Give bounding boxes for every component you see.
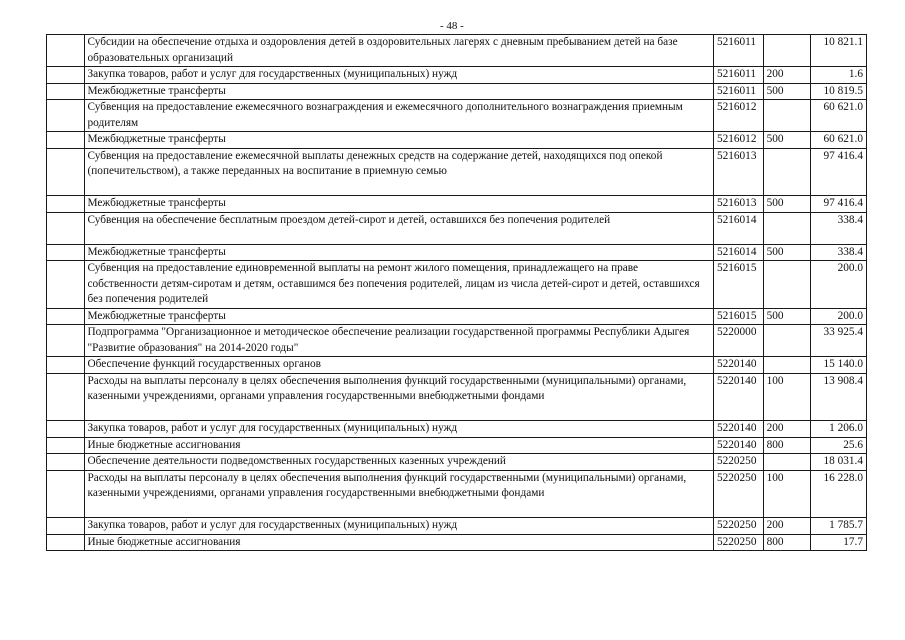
table-row — [47, 67, 867, 84]
table-row — [47, 373, 867, 421]
amount-cell: 18 031.4 — [811, 454, 867, 471]
target-code-cell: 5220140 — [713, 373, 763, 421]
amount-cell: 1 206.0 — [811, 421, 867, 438]
amount-cell: 33 925.4 — [811, 325, 867, 357]
table-row — [47, 132, 867, 149]
expense-type-cell: 200 — [763, 421, 811, 438]
table-row — [47, 83, 867, 100]
budget-table — [46, 34, 867, 551]
table-row — [47, 421, 867, 438]
amount-cell: 10 821.1 — [811, 35, 867, 67]
expense-type-cell: 500 — [763, 132, 811, 149]
target-code-cell: 5216011 — [713, 35, 763, 67]
expense-type-cell: 500 — [763, 196, 811, 213]
target-code-cell: 5220140 — [713, 437, 763, 454]
expense-name-cell: Субвенция на предоставление единовременной выплаты на ремонт жилого помещения, принадлежащего на праве собственности детям-сиротам и детям, оставшимся без попечения родителей, лицам из числа детей-сирот и детей, оставшихся без попечения родителей — [84, 261, 713, 309]
expense-type-cell: 500 — [763, 308, 811, 325]
table-row — [47, 308, 867, 325]
expense-name-cell: Межбюджетные трансферты — [84, 196, 713, 213]
expense-name-cell: Обеспечение функций государственных органов — [84, 357, 713, 374]
table-row — [47, 35, 867, 67]
expense-name-cell: Межбюджетные трансферты — [84, 83, 713, 100]
amount-cell: 1 785.7 — [811, 518, 867, 535]
expense-type-cell — [763, 261, 811, 309]
expense-name-cell: Подпрограмма "Организационное и методическое обеспечение реализации государственной программы Республики Адыгея "Развитие образования" на 2014-2020 годы" — [84, 325, 713, 357]
expense-type-cell: 800 — [763, 437, 811, 454]
row-indent-cell — [47, 35, 85, 67]
table-row — [47, 212, 867, 244]
expense-type-cell: 500 — [763, 83, 811, 100]
row-indent-cell — [47, 67, 85, 84]
table-row — [47, 518, 867, 535]
expense-type-cell — [763, 357, 811, 374]
row-indent-cell — [47, 83, 85, 100]
expense-type-cell — [763, 35, 811, 67]
amount-cell: 25.6 — [811, 437, 867, 454]
amount-cell: 17.7 — [811, 534, 867, 551]
row-indent-cell — [47, 518, 85, 535]
expense-type-cell — [763, 100, 811, 132]
expense-type-cell: 100 — [763, 373, 811, 421]
amount-cell: 200.0 — [811, 261, 867, 309]
expense-type-cell — [763, 325, 811, 357]
row-indent-cell — [47, 100, 85, 132]
expense-type-cell: 800 — [763, 534, 811, 551]
table-row — [47, 470, 867, 518]
expense-type-cell — [763, 212, 811, 244]
table-row — [47, 148, 867, 196]
amount-cell: 16 228.0 — [811, 470, 867, 518]
table-row — [47, 454, 867, 471]
target-code-cell: 5220250 — [713, 454, 763, 471]
expense-name-cell: Иные бюджетные ассигнования — [84, 437, 713, 454]
expense-name-cell: Межбюджетные трансферты — [84, 308, 713, 325]
expense-name-cell: Расходы на выплаты персоналу в целях обеспечения выполнения функций государственными (муниципальными) органами, казенными учреждениями, органами управления государственными внебюджетными фондами — [84, 470, 713, 518]
amount-cell: 60 621.0 — [811, 132, 867, 149]
expense-type-cell: 100 — [763, 470, 811, 518]
table-row — [47, 100, 867, 132]
budget-table-body — [47, 35, 867, 551]
expense-name-cell: Закупка товаров, работ и услуг для государственных (муниципальных) нужд — [84, 421, 713, 438]
row-indent-cell — [47, 421, 85, 438]
target-code-cell: 5216012 — [713, 100, 763, 132]
expense-name-cell: Субвенция на предоставление ежемесячного вознаграждения и ежемесячного дополнительного вознаграждения приемным родителям — [84, 100, 713, 132]
expense-name-cell: Межбюджетные трансферты — [84, 244, 713, 261]
row-indent-cell — [47, 244, 85, 261]
row-indent-cell — [47, 373, 85, 421]
expense-name-cell: Субвенция на предоставление ежемесячной выплаты денежных средств на содержание детей, находящихся под опекой (попечительством), а также переданных на воспитание в приемную семью — [84, 148, 713, 196]
row-indent-cell — [47, 454, 85, 471]
row-indent-cell — [47, 196, 85, 213]
target-code-cell: 5220250 — [713, 470, 763, 518]
table-row — [47, 357, 867, 374]
amount-cell: 97 416.4 — [811, 148, 867, 196]
expense-type-cell — [763, 148, 811, 196]
amount-cell: 1.6 — [811, 67, 867, 84]
amount-cell: 60 621.0 — [811, 100, 867, 132]
target-code-cell: 5216013 — [713, 148, 763, 196]
amount-cell: 200.0 — [811, 308, 867, 325]
target-code-cell: 5216011 — [713, 67, 763, 84]
expense-name-cell: Обеспечение деятельности подведомственных государственных казенных учреждений — [84, 454, 713, 471]
row-indent-cell — [47, 148, 85, 196]
target-code-cell: 5220140 — [713, 421, 763, 438]
target-code-cell: 5220140 — [713, 357, 763, 374]
expense-name-cell: Субсидии на обеспечение отдыха и оздоровления детей в оздоровительных лагерях с дневным пребыванием детей на базе образовательных организаций — [84, 35, 713, 67]
target-code-cell: 5216015 — [713, 308, 763, 325]
target-code-cell: 5216013 — [713, 196, 763, 213]
target-code-cell: 5220250 — [713, 534, 763, 551]
row-indent-cell — [47, 261, 85, 309]
row-indent-cell — [47, 212, 85, 244]
expense-name-cell: Субвенция на обеспечение бесплатным проездом детей-сирот и детей, оставшихся без попечения родителей — [84, 212, 713, 244]
expense-name-cell: Закупка товаров, работ и услуг для государственных (муниципальных) нужд — [84, 67, 713, 84]
row-indent-cell — [47, 534, 85, 551]
expense-name-cell: Расходы на выплаты персоналу в целях обеспечения выполнения функций государственными (муниципальными) органами, казенными учреждениями, органами управления государственными внебюджетными фондами — [84, 373, 713, 421]
target-code-cell: 5220000 — [713, 325, 763, 357]
expense-type-cell: 200 — [763, 67, 811, 84]
row-indent-cell — [47, 437, 85, 454]
target-code-cell: 5216011 — [713, 83, 763, 100]
page-number: - 48 - — [440, 20, 464, 32]
expense-type-cell — [763, 454, 811, 471]
table-row — [47, 534, 867, 551]
amount-cell: 97 416.4 — [811, 196, 867, 213]
table-row — [47, 196, 867, 213]
amount-cell: 338.4 — [811, 212, 867, 244]
table-row — [47, 261, 867, 309]
row-indent-cell — [47, 470, 85, 518]
row-indent-cell — [47, 357, 85, 374]
target-code-cell: 5216014 — [713, 244, 763, 261]
target-code-cell: 5216015 — [713, 261, 763, 309]
row-indent-cell — [47, 308, 85, 325]
expense-type-cell: 500 — [763, 244, 811, 261]
row-indent-cell — [47, 325, 85, 357]
amount-cell: 338.4 — [811, 244, 867, 261]
target-code-cell: 5216012 — [713, 132, 763, 149]
table-row — [47, 437, 867, 454]
target-code-cell: 5216014 — [713, 212, 763, 244]
expense-name-cell: Межбюджетные трансферты — [84, 132, 713, 149]
expense-type-cell: 200 — [763, 518, 811, 535]
amount-cell: 10 819.5 — [811, 83, 867, 100]
expense-name-cell: Закупка товаров, работ и услуг для государственных (муниципальных) нужд — [84, 518, 713, 535]
row-indent-cell — [47, 132, 85, 149]
target-code-cell: 5220250 — [713, 518, 763, 535]
table-row — [47, 244, 867, 261]
amount-cell: 13 908.4 — [811, 373, 867, 421]
table-row — [47, 325, 867, 357]
amount-cell: 15 140.0 — [811, 357, 867, 374]
expense-name-cell: Иные бюджетные ассигнования — [84, 534, 713, 551]
